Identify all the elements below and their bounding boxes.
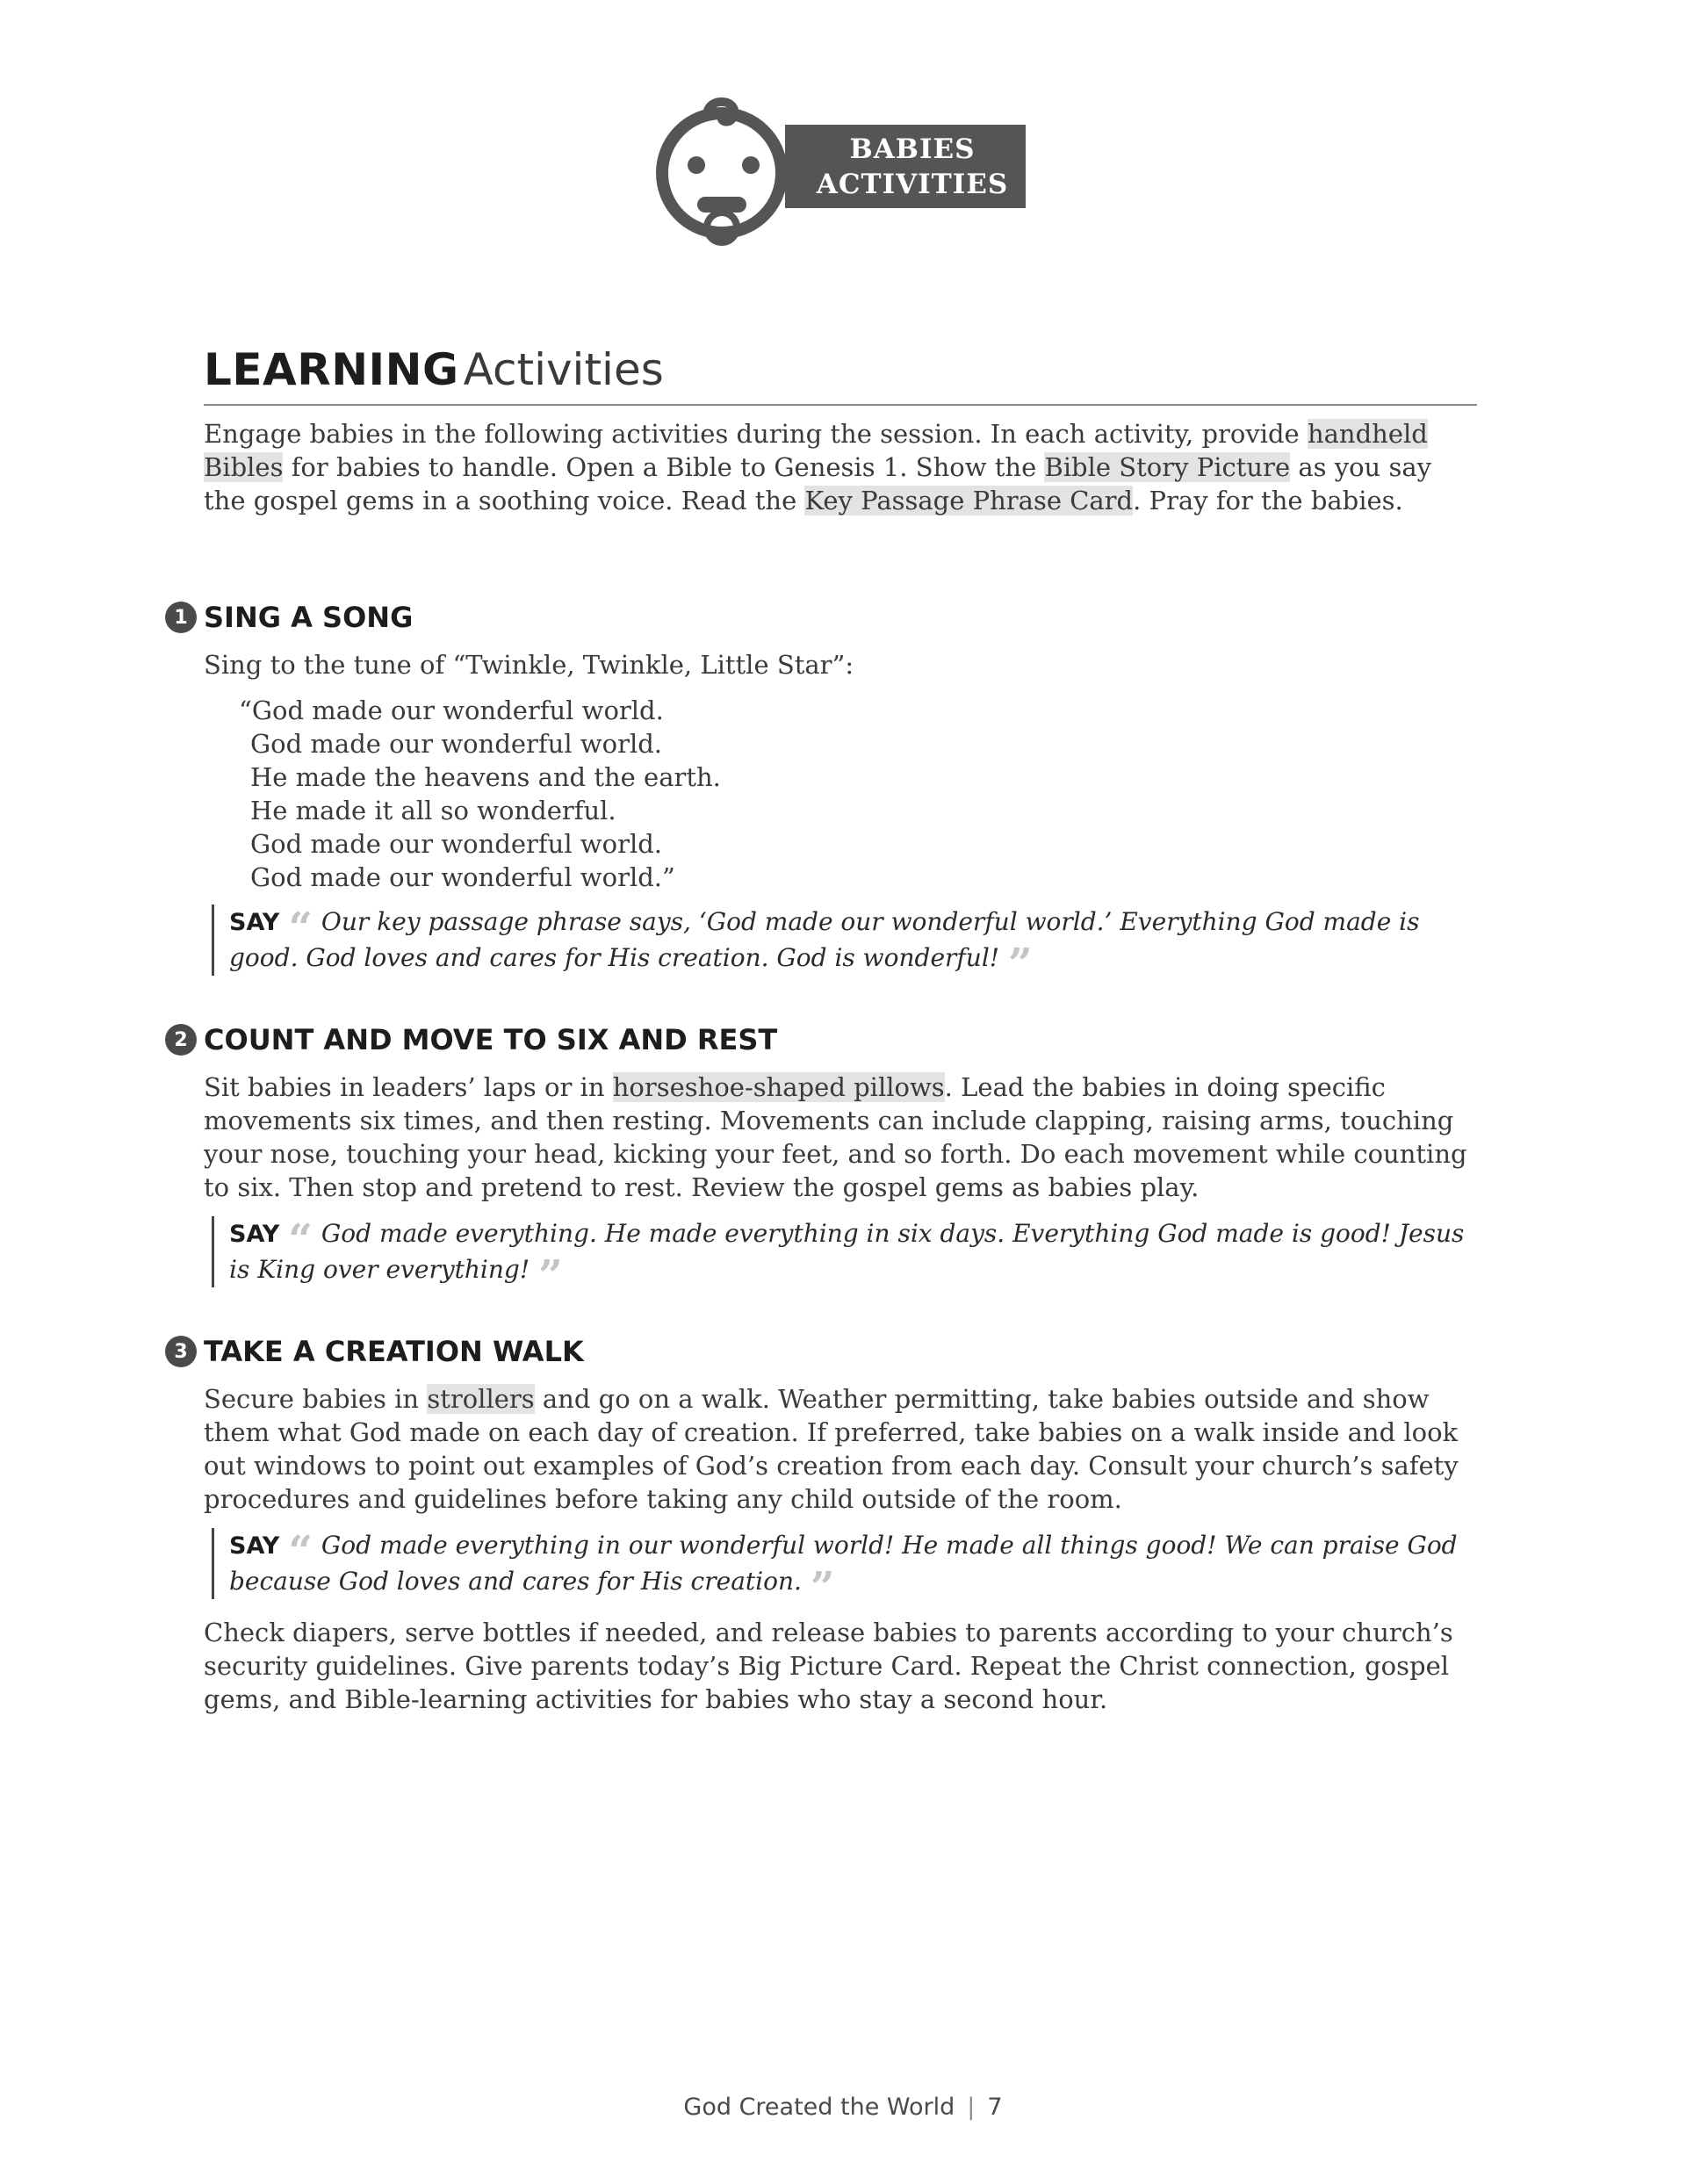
open-quote-icon: “ <box>288 904 313 953</box>
say-label: SAY <box>229 1532 280 1560</box>
section-title: COUNT AND MOVE TO SIX AND REST <box>204 1023 778 1056</box>
close-quote-icon: ” <box>538 1251 563 1301</box>
section-3-paragraph <box>204 1382 1477 1516</box>
say-text: God made everything. He made everything in six days. Everything God made is good! Jesus is King over everything! <box>229 1219 1465 1284</box>
intro-text-2: for babies to handle. Open a Bible to Genesis 1. Show the <box>283 452 1045 482</box>
page-number: 7 <box>987 2094 1003 2121</box>
say-text: God made everything in our wonderful world! He made all things good! We can praise God because God loves and cares for His creation. <box>229 1531 1458 1596</box>
section-2-text-2: . Lead the babies in doing specific movements six times, and then resting. Movements can include clapping, raising arms, touching your nose, touching your head, kicking your feet, and so forth. Do each movement while counting to six. Then stop and pretend to rest. Review the gospel gems as babies play. <box>204 1072 1467 1202</box>
lyric-line: He made the heavens and the earth. <box>250 762 721 792</box>
intro-text-1: Engage babies in the following activities during the session. In each activity, provide <box>204 419 1308 449</box>
say-callout-2 <box>212 1215 1467 1301</box>
section-title: SING A SONG <box>204 601 414 634</box>
page-title <box>204 344 1477 406</box>
close-quote-icon: ” <box>810 1563 835 1612</box>
say-label: SAY <box>229 909 280 936</box>
badge-label <box>785 125 1026 208</box>
lyric-line: God made our wonderful world. <box>250 829 663 859</box>
section-3-text-2: and go on a walk. Weather permitting, take babies outside and show them what God made on each day of creation. If preferred, take babies on a walk inside and look out windows to point out examples of God’s creation from each day. Consult your church’s safety procedures and guidelines before taking any child outside of the room. <box>204 1384 1459 1514</box>
lyric-line: He made it all so wonderful. <box>250 796 616 825</box>
section-number-badge: 3 <box>165 1336 197 1367</box>
say-callout-3 <box>212 1527 1467 1612</box>
babies-activities-badge <box>653 90 1040 256</box>
intro-text-3: as you say the gospel gems in a soothing voice. Read the <box>204 452 1432 515</box>
open-quote-icon: “ <box>288 1215 313 1265</box>
closing-paragraph: Check diapers, serve bottles if needed, and release babies to parents according to your church’s security guidelines. Give parents today’s Big Picture Card. Repeat the Christ connection, gospel gems, and Bible-learning activities for babies who stay a second hour. <box>204 1618 1453 1714</box>
lyric-line: “God made our wonderful world. <box>239 696 664 725</box>
section-1-heading <box>165 601 413 634</box>
close-quote-icon: ” <box>1008 940 1033 989</box>
section-2-paragraph <box>204 1070 1477 1204</box>
page-footer <box>0 2094 1686 2121</box>
badge-line-2: ACTIVITIES <box>816 168 1009 200</box>
say-label: SAY <box>229 1221 280 1248</box>
section-3-text-1: Secure babies in <box>204 1384 428 1414</box>
highlight-bible-story-picture: Bible Story Picture <box>1044 452 1291 482</box>
intro-paragraph <box>204 417 1477 517</box>
section-1-lead: Sing to the tune of “Twinkle, Twinkle, Little Star”: <box>204 650 854 680</box>
song-lyrics <box>239 694 1029 894</box>
section-2-heading <box>165 1023 777 1056</box>
say-callout-1 <box>212 904 1467 989</box>
say-text: Our key passage phrase says, ‘God made our wonderful world.’ Everything God made is good. God loves and cares for His creation. God is wonderful! <box>229 907 1420 972</box>
title-bold: LEARNING <box>204 344 459 395</box>
section-number-badge: 2 <box>165 1024 197 1056</box>
intro-text-4: . Pray for the babies. <box>1133 486 1403 515</box>
lyric-line: God made our wonderful world.” <box>250 862 675 892</box>
section-title: TAKE A CREATION WALK <box>204 1335 584 1368</box>
footer-separator: | <box>967 2094 976 2121</box>
footer-title: God Created the World <box>683 2094 955 2121</box>
section-3-heading <box>165 1335 584 1368</box>
highlight-key-passage-card: Key Passage Phrase Card <box>804 486 1134 515</box>
highlight-strollers: strollers <box>427 1384 535 1414</box>
badge-line-1: BABIES <box>849 133 976 165</box>
lyric-line: God made our wonderful world. <box>250 729 663 759</box>
section-number-badge: 1 <box>165 602 197 633</box>
highlight-horseshoe-pillows: horseshoe-shaped pillows <box>612 1072 945 1102</box>
section-2-text-1: Sit babies in leaders’ laps or in <box>204 1072 613 1102</box>
open-quote-icon: “ <box>288 1527 313 1576</box>
title-light: Activities <box>463 344 664 395</box>
highlight-handheld-bibles: handheld Bibles <box>204 419 1428 482</box>
